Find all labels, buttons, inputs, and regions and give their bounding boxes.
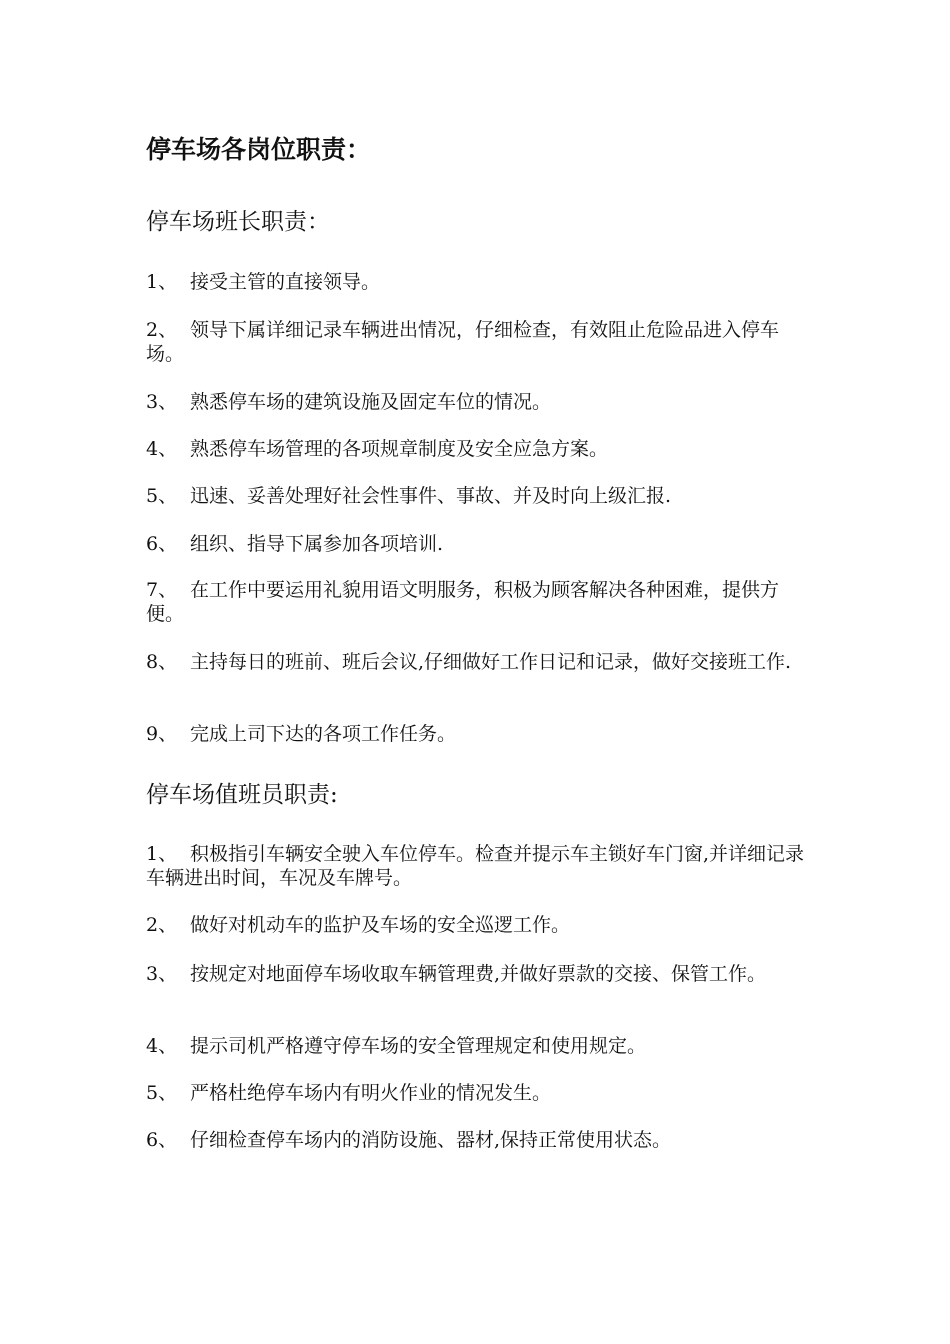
item-text: 领导下属详细记录车辆进出情况，仔细检查，有效阻止危险品进入停车场。	[146, 319, 780, 365]
item-text: 提示司机严格遵守停车场的安全管理规定和使用规定。	[190, 1035, 647, 1057]
list-item	[146, 484, 816, 508]
document-title: 停车场各岗位职责：	[146, 135, 372, 164]
item-number: 5、	[146, 485, 178, 507]
item-text: 按规定对地面停车场收取车辆管理费,并做好票款的交接、保管工作。	[190, 963, 767, 985]
item-number: 1、	[146, 271, 178, 293]
list-item	[146, 578, 816, 626]
item-text: 熟悉停车场的建筑设施及固定车位的情况。	[190, 391, 552, 413]
item-text: 完成上司下达的各项工作任务。	[190, 723, 457, 745]
item-number: 4、	[146, 438, 178, 460]
item-text: 熟悉停车场管理的各项规章制度及安全应急方案。	[190, 438, 609, 460]
item-number: 4、	[146, 1035, 178, 1057]
item-number: 3、	[146, 391, 178, 413]
list-item	[146, 962, 816, 986]
item-text: 积极指引车辆安全驶入车位停车。检查并提示车主锁好车门窗,并详细记录车辆进出时间，车况及车牌号。	[146, 843, 805, 889]
list-item	[146, 913, 816, 937]
item-text: 在工作中要运用礼貌用语文明服务，积极为顾客解决各种困难，提供方便。	[146, 579, 780, 625]
item-text: 仔细检查停车场内的消防设施、器材,保持正常使用状态。	[190, 1129, 672, 1151]
item-text: 主持每日的班前、班后会议,仔细做好工作日记和记录，做好交接班工作.	[190, 651, 792, 673]
list-item	[146, 650, 816, 674]
list-item	[146, 437, 816, 461]
item-text: 组织、指导下属参加各项培训.	[190, 533, 444, 555]
item-number: 6、	[146, 1129, 178, 1151]
list-item	[146, 390, 816, 414]
item-text: 严格杜绝停车场内有明火作业的情况发生。	[190, 1082, 552, 1104]
item-number: 8、	[146, 651, 178, 673]
list-item	[146, 842, 816, 890]
item-number: 2、	[146, 319, 178, 341]
item-number: 6、	[146, 533, 178, 555]
item-number: 2、	[146, 914, 178, 936]
section-heading-team-leader: 停车场班长职责：	[146, 209, 330, 235]
item-number: 7、	[146, 579, 178, 601]
list-item	[146, 1128, 816, 1152]
list-item	[146, 722, 816, 746]
section-heading-duty-attendant: 停车场值班员职责:	[146, 782, 338, 808]
list-item	[146, 1034, 816, 1058]
item-number: 5、	[146, 1082, 178, 1104]
list-item	[146, 532, 816, 556]
list-item	[146, 1081, 816, 1105]
list-item	[146, 270, 816, 294]
item-number: 3、	[146, 963, 178, 985]
item-text: 接受主管的直接领导。	[190, 271, 381, 293]
list-item	[146, 318, 816, 366]
item-number: 9、	[146, 723, 178, 745]
item-number: 1、	[146, 843, 178, 865]
item-text: 迅速、妥善处理好社会性事件、事故、并及时向上级汇报.	[190, 485, 672, 507]
item-text: 做好对机动车的监护及车场的安全巡逻工作。	[190, 914, 571, 936]
